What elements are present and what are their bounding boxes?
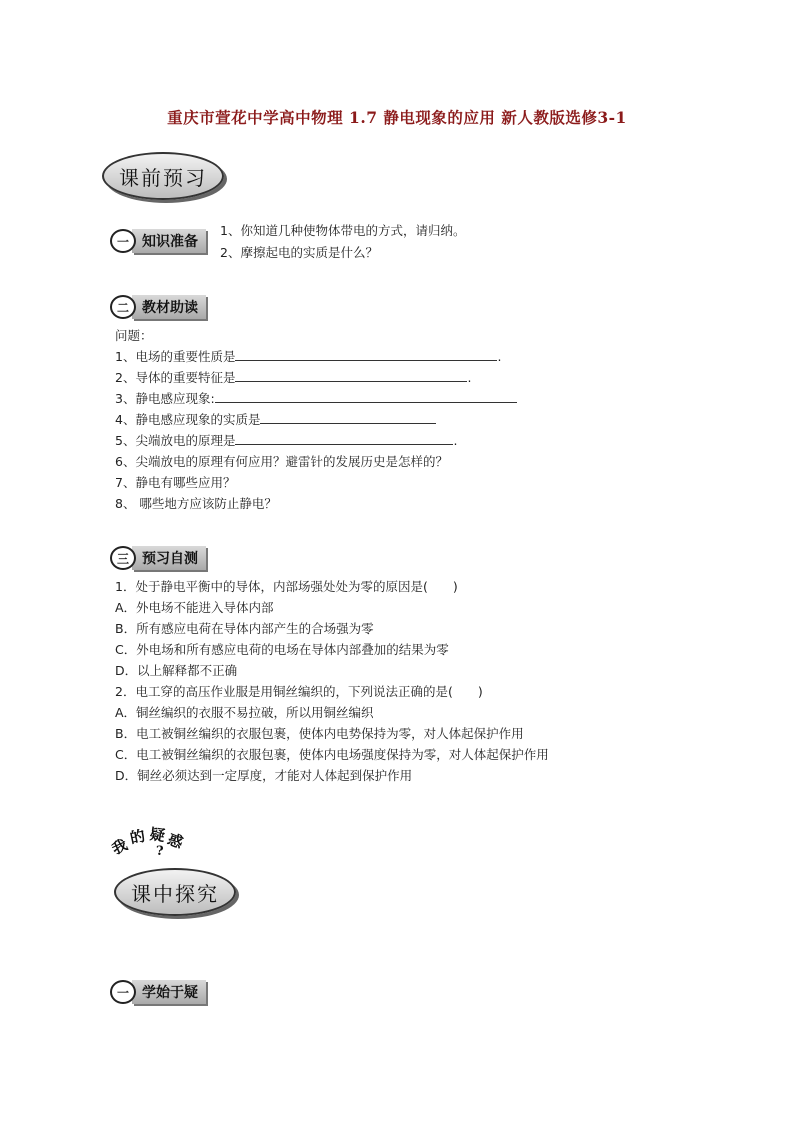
selftest-line: B．所有感应电荷在导体内部产生的合场强为零 — [115, 621, 374, 636]
selftest-line: A．铜丝编织的衣服不易拉破，所以用铜丝编织 — [115, 705, 374, 720]
page-title: 重庆市萱花中学高中物理 1.7 静电现象的应用 新人教版选修3-1 — [167, 108, 627, 127]
reading-q4-text: 4、静电感应现象的实质是 — [115, 412, 261, 427]
answer-blank — [215, 389, 517, 403]
badge-label: 预习自测 — [132, 546, 206, 570]
reading-q1-end: . — [497, 349, 502, 364]
wordart-char: 的 — [128, 826, 147, 848]
reading-q4 — [115, 409, 436, 430]
reading-q5-text: 5、尖端放电的原理是 — [115, 433, 236, 448]
reading-q3 — [115, 388, 517, 409]
badge-label: 知识准备 — [132, 229, 206, 253]
badge-knowledge-prep — [110, 230, 206, 252]
reading-q7: 7、静电有哪些应用？ — [115, 475, 236, 490]
wordart-question-mark: ? — [156, 844, 164, 859]
reading-q3-text: 3、静电感应现象: — [115, 391, 215, 406]
selftest-line: A．外电场不能进入导体内部 — [115, 600, 274, 615]
answer-blank — [235, 368, 467, 382]
reading-intro: 问题： — [115, 328, 153, 343]
selftest-line: D．铜丝必须达到一定厚度，才能对人体起到保护作用 — [115, 768, 413, 783]
prep-item-2: 2、摩擦起电的实质是什么？ — [220, 245, 378, 260]
reading-q5 — [115, 430, 457, 451]
wordart-char: 疑 — [148, 825, 167, 845]
badge-textbook-reading — [110, 296, 206, 318]
selftest-line: B．电工被铜丝编织的衣服包裹，使体内电势保持为零，对人体起保护作用 — [115, 726, 524, 741]
badge-start-from-doubt — [110, 981, 206, 1003]
reading-q2 — [115, 367, 471, 388]
reading-q6: 6、尖端放电的原理有何应用？避雷针的发展历史是怎样的？ — [115, 454, 448, 469]
prep-item-1: 1、你知道几种使物体带电的方式，请归纳。 — [220, 223, 466, 238]
badge-number: 二 — [110, 295, 136, 319]
reading-q1 — [115, 346, 501, 367]
reading-q1-text: 1、电场的重要性质是 — [115, 349, 236, 364]
selftest-line: C．电工被铜丝编织的衣服包裹，使体内电场强度保持为零，对人体起保护作用 — [115, 747, 549, 762]
badge-label: 教材助读 — [132, 295, 206, 319]
badge-label: 学始于疑 — [132, 980, 206, 1004]
badge-number: 一 — [110, 229, 136, 253]
section-pre-study: 课前预习 — [102, 152, 224, 200]
badge-pre-test — [110, 547, 206, 569]
badge-number: 三 — [110, 546, 136, 570]
wordart-char: 惑 — [164, 829, 186, 853]
badge-number: 一 — [110, 980, 136, 1004]
selftest-line: D．以上解释都不正确 — [115, 663, 238, 678]
answer-blank — [235, 347, 497, 361]
selftest-line: 2．电工穿的高压作业服是用铜丝编织的，下列说法正确的是( ) — [115, 684, 483, 699]
wordart-char: 我 — [109, 835, 131, 859]
answer-blank — [260, 410, 436, 424]
my-doubts-wordart — [110, 822, 200, 862]
reading-q2-text: 2、导体的重要特征是 — [115, 370, 236, 385]
reading-q5-end: . — [453, 433, 458, 448]
reading-q8: 8、 哪些地方应该防止静电？ — [115, 496, 277, 511]
reading-q2-end: . — [467, 370, 472, 385]
answer-blank — [235, 431, 453, 445]
selftest-line: C．外电场和所有感应电荷的电场在导体内部叠加的结果为零 — [115, 642, 449, 657]
selftest-line: 1．处于静电平衡中的导体，内部场强处处为零的原因是( ) — [115, 579, 458, 594]
section-in-class: 课中探究 — [114, 868, 236, 916]
